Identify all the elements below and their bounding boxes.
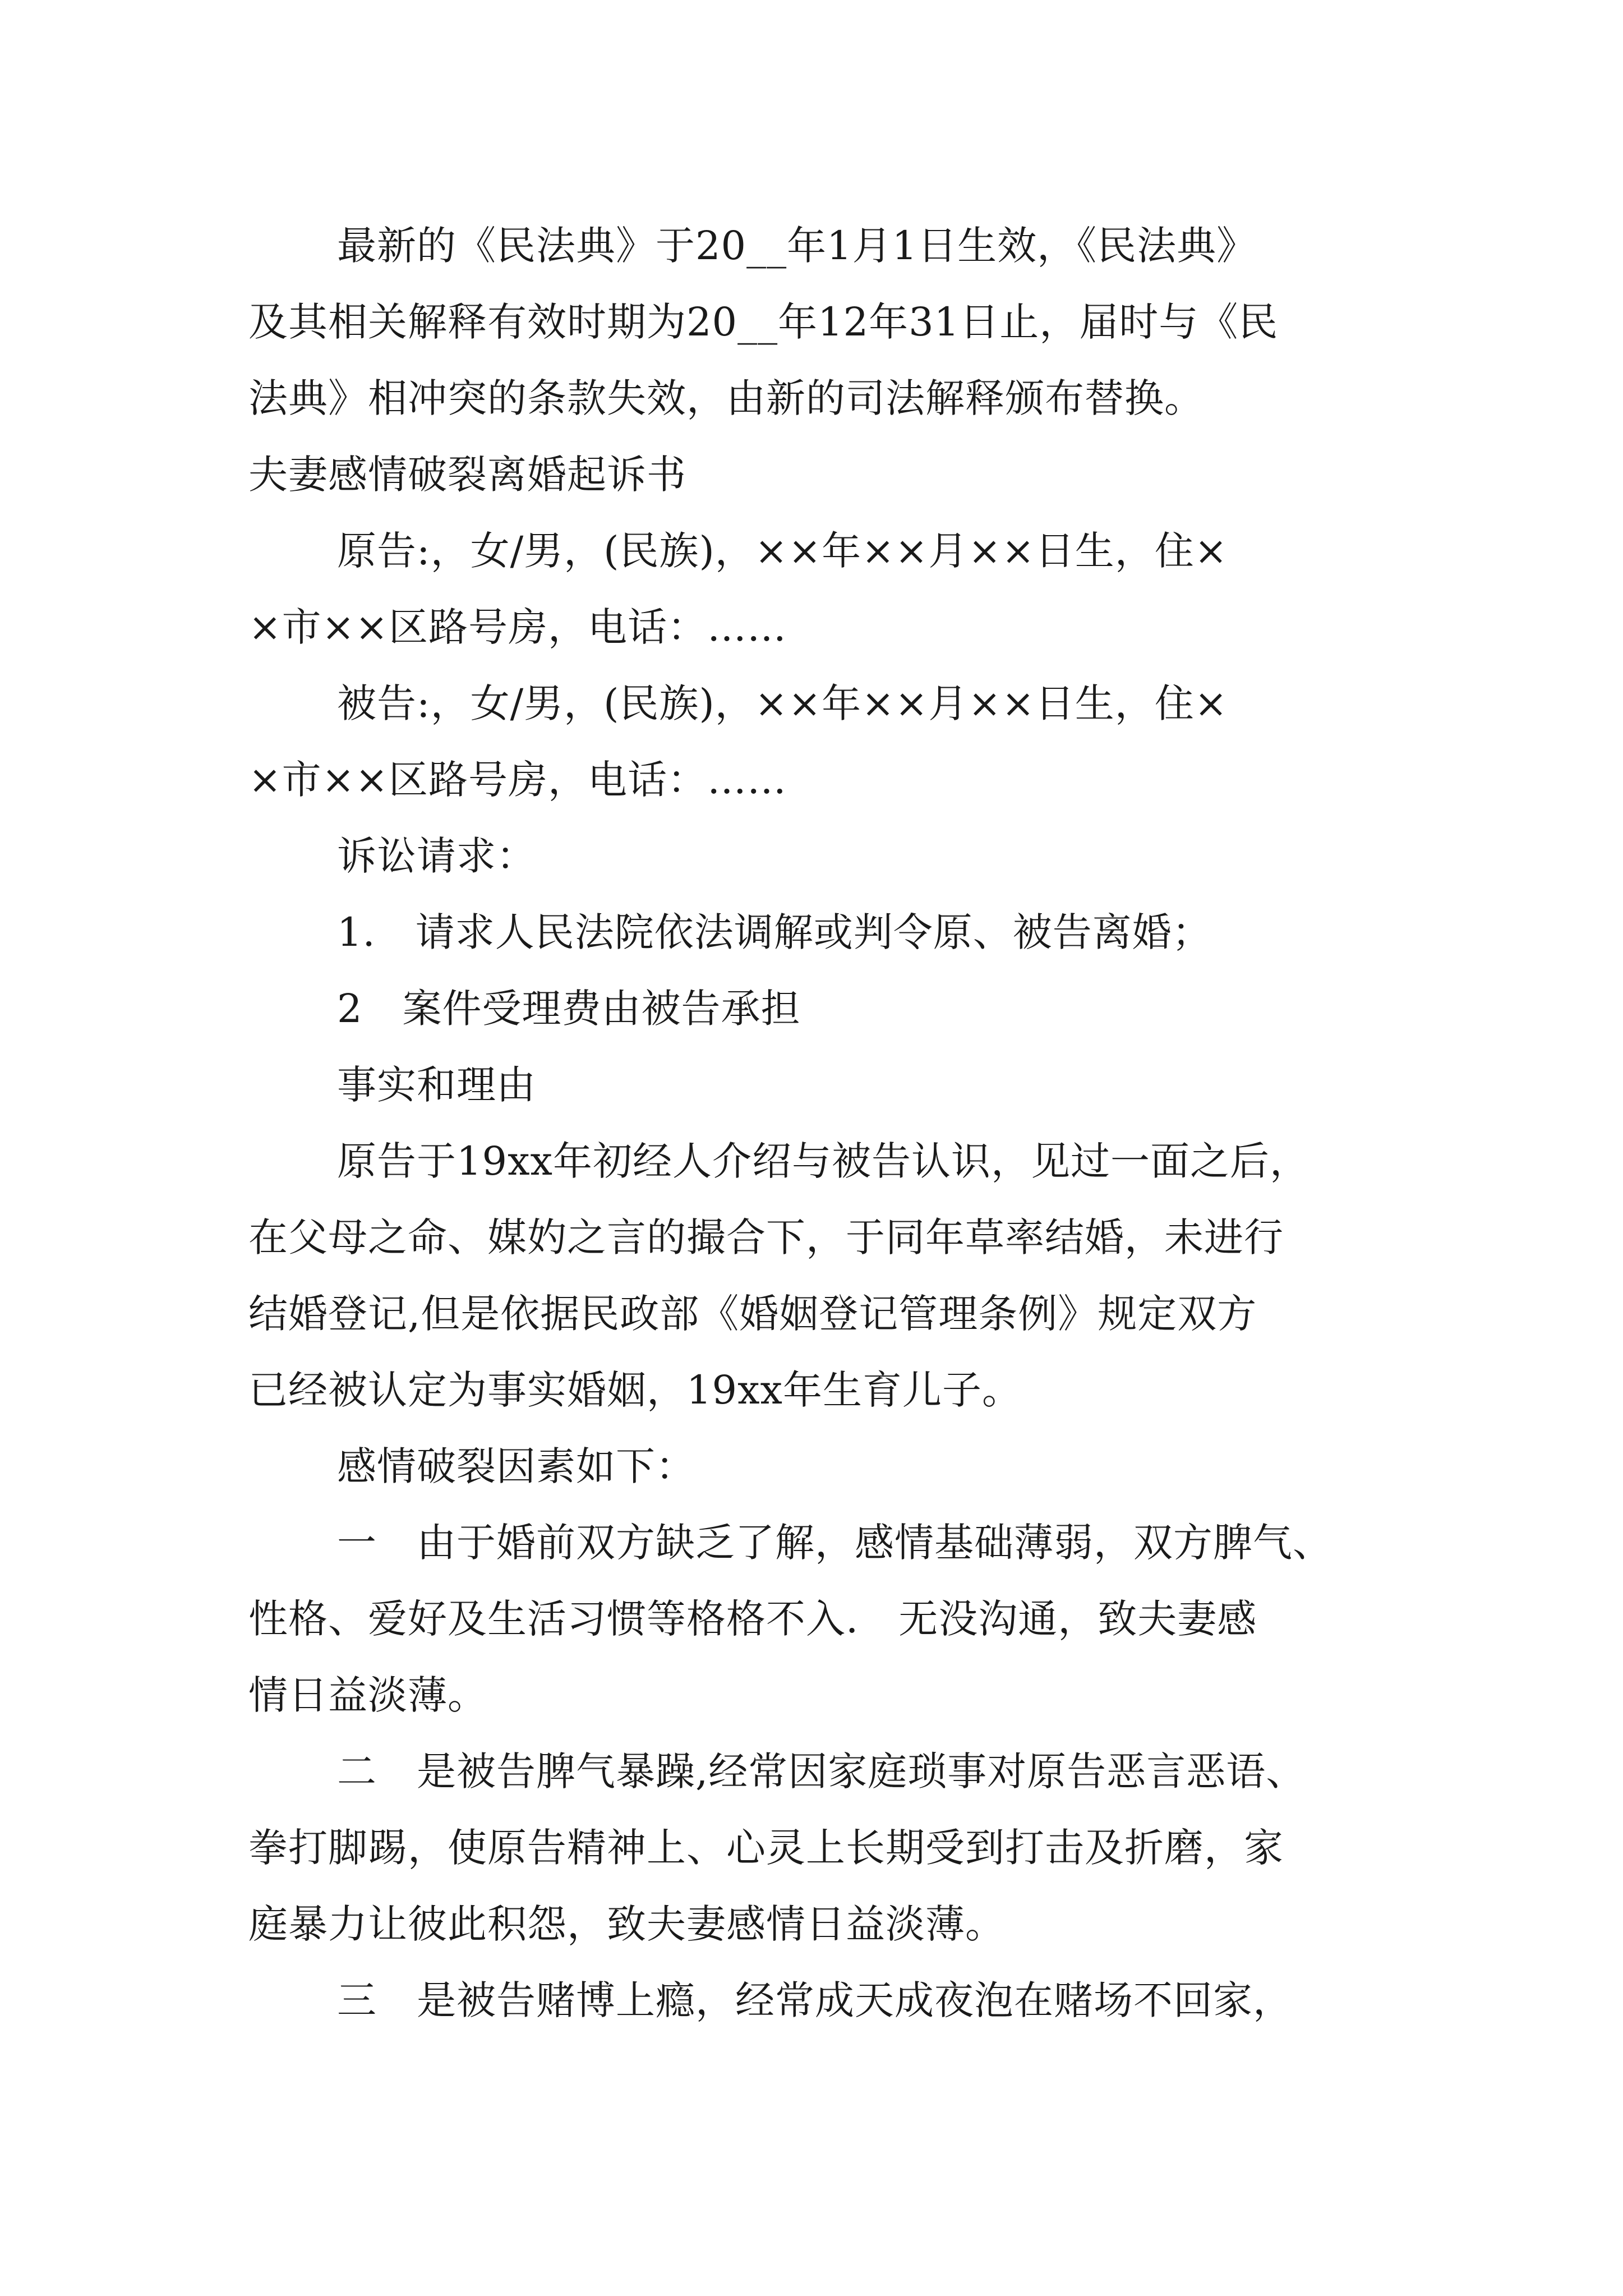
text-line: 拳打脚踢，使原告精神上、心灵上长期受到打击及折磨，家 [248,1825,1284,1871]
section-heading: 事实和理由 [337,1062,536,1108]
text-line: 在父母之命、媒妁之言的撮合下，于同年草率结婚，未进行 [248,1214,1284,1260]
text-line: ×市××区路号房，电话：…… [248,757,787,803]
text-line: 最新的《民法典》于20__年1月1日生效，《民法典》 [337,223,1257,269]
text-line: 一 由于婚前双方缺乏了解，感情基础薄弱，双方脾气、 [337,1520,1332,1566]
list-item: 1. 请求人民法院依法调解或判令原、被告离婚； [337,909,1212,955]
text-line: 庭暴力让彼此积怨，致夫妻感情日益淡薄。 [248,1901,1005,1947]
text-line: 二 是被告脾气暴躁,经常因家庭琐事对原告恶言恶语、 [337,1749,1306,1795]
text-line: 被告:，女/男，(民族)，××年××月××日生，住× [337,680,1228,726]
text-line: 性格、爱好及生活习惯等格格不入. 无没沟通，致夫妻感 [248,1596,1257,1642]
text-line: 原告于19xx年初经人介绍与被告认识，见过一面之后， [337,1138,1310,1184]
text-line: 情日益淡薄。 [248,1672,487,1718]
document-title: 夫妻感情破裂离婚起诉书 [248,452,686,498]
text-line: 已经被认定为事实婚姻，19xx年生育儿子。 [248,1367,1022,1413]
text-line: 结婚登记,但是依据民政部《婚姻登记管理条例》规定双方 [248,1291,1257,1337]
list-item: 2 案件受理费由被告承担 [337,986,801,1032]
text-line: 法典》相冲突的条款失效，由新的司法解释颁布替换。 [248,375,1204,421]
text-line: 感情破裂因素如下： [337,1443,695,1489]
document-body [248,208,1404,2039]
text-line: ×市××区路号房，电话：…… [248,604,787,650]
text-line: 及其相关解释有效时期为20__年12年31日止，届时与《民 [248,299,1279,345]
text-line: 三 是被告赌博上瘾，经常成天成夜泡在赌场不回家， [337,1977,1293,2023]
section-heading: 诉讼请求： [337,833,536,879]
text-line: 原告:，女/男，(民族)，××年××月××日生，住× [337,528,1228,574]
